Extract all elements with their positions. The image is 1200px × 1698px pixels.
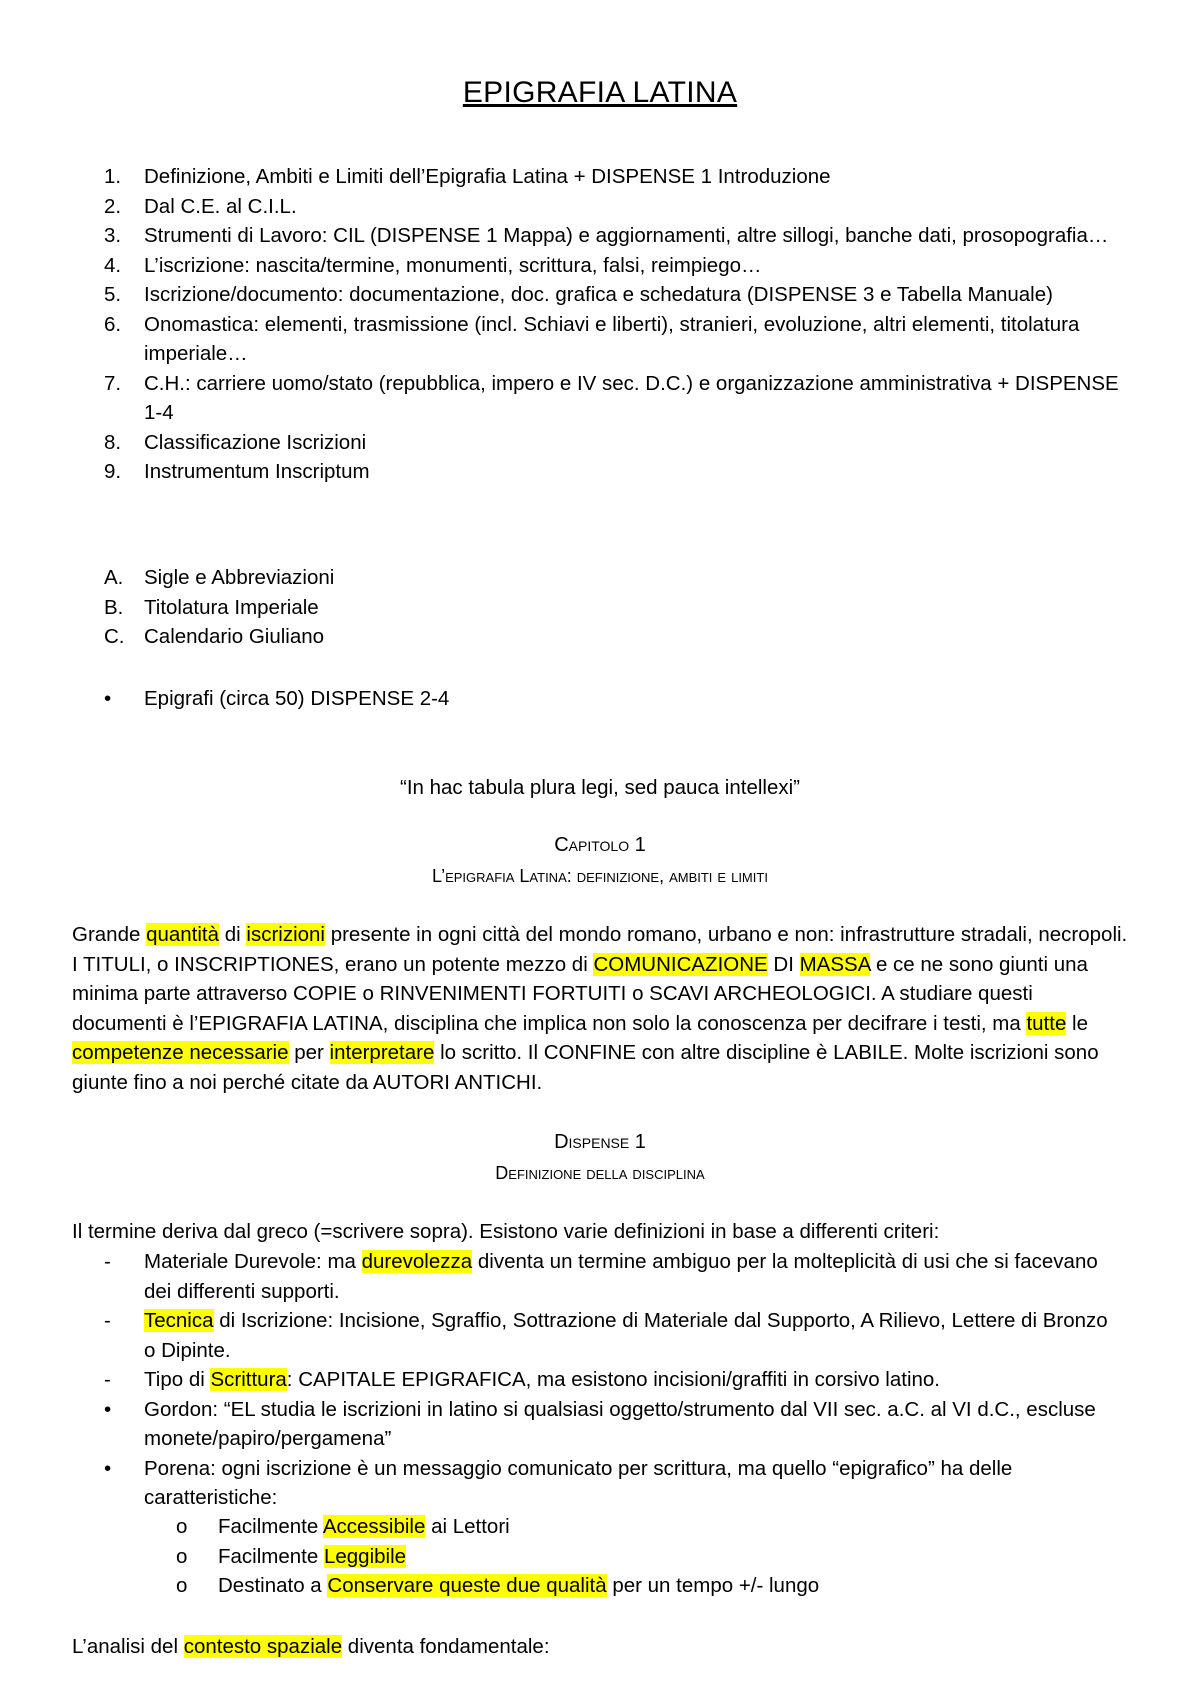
list-item: 6. Onomastica: elementi, trasmissione (incl. Schiavi e liberti), stranieri, evoluzione, altri elementi, titolatura imperiale… [104, 312, 1080, 365]
highlight: durevolezza [361, 1250, 473, 1273]
list-item: • Gordon: “EL studia le iscrizioni in latino si qualsiasi oggetto/strumento dal VII sec. a.C. al VI d.C., escluse monete/papiro/pergamena” [104, 1395, 1124, 1454]
chapter-subtitle: L’epigrafia Latina: definizione, ambiti e limiti [432, 866, 768, 886]
list-item: o Facilmente Accessibile ai Lettori [176, 1512, 1076, 1542]
list-item: - Tipo di Scrittura: CAPITALE EPIGRAFICA, ma esistono incisioni/graffiti in corsivo latino. [104, 1365, 1124, 1395]
list-item: • Epigrafi (circa 50) DISPENSE 2-4 [104, 684, 1124, 714]
circle-bullet-icon: o [176, 1515, 188, 1538]
bullet-icon: • [104, 1456, 112, 1480]
document-title: EPIGRAFIA LATINA [462, 76, 738, 109]
list-item: 8. Classificazione Iscrizioni [104, 430, 367, 454]
list-item: o Facilmente Leggibile [176, 1542, 1076, 1572]
list-item: 4. L’iscrizione: nascita/termine, monumenti, scrittura, falsi, reimpiego… [104, 253, 762, 277]
highlight: Leggibile [323, 1544, 407, 1568]
highlight: tutte [1026, 1011, 1067, 1035]
appendix-list [104, 563, 1124, 652]
highlight: quantità [146, 923, 220, 946]
spatial-context-line: L’analisi del contesto spaziale diventa fondamentale: [72, 1635, 550, 1658]
dash-marker: - [104, 1309, 111, 1332]
list-item: o Destinato a Conservare queste due qualità per un tempo +/- lungo [176, 1571, 1076, 1601]
list-item: - Tecnica di Iscrizione: Incisione, Sgraffio, Sottrazione di Materiale dal Supporto, A Rilievo, Lettere di Bronzo o Dipinte. [104, 1306, 1124, 1365]
circle-bullet-icon: o [176, 1574, 188, 1597]
circle-bullet-icon: o [176, 1544, 188, 1568]
list-item: • Porena: ogni iscrizione è un messaggio comunicato per scrittura, ma quello “epigrafico” ha delle caratteristiche: [104, 1454, 1124, 1513]
chapter-label: Capitolo 1 [554, 834, 646, 856]
characteristics-list [176, 1512, 1076, 1601]
definition-intro: Il termine deriva dal greco (=scrivere sopra). Esistono varie definizioni in base a differenti criteri: [72, 1220, 940, 1243]
highlight: interpretare [329, 1041, 435, 1064]
highlight: Scrittura [210, 1368, 287, 1391]
dispense-subtitle: Definizione della disciplina [495, 1163, 705, 1183]
highlight: Accessibile [322, 1515, 426, 1538]
list-item: 9. Instrumentum Inscriptum [104, 460, 370, 483]
list-item: 2. Dal C.E. al C.I.L. [104, 194, 297, 218]
highlight: Tecnica [144, 1309, 214, 1332]
list-item: 1. Definizione, Ambiti e Limiti dell’Epigrafia Latina + DISPENSE 1 Introduzione [104, 165, 831, 188]
dash-marker: - [104, 1250, 111, 1273]
list-item: - Materiale Durevole: ma durevolezza diventa un termine ambiguo per la molteplicità di usi che si facevano dei differenti supporti. [104, 1247, 1124, 1306]
highlight: COMUNICAZIONE [593, 952, 768, 976]
highlight: MASSA [799, 952, 871, 976]
intro-paragraph: Grande quantità di iscrizioni presente in ogni città del mondo romano, urbano e non: infrastrutture stradali, necropoli. I TITULI, o INSCRIPTIONES, erano un potente mezzo di COMUNICAZIONE DI MASSA e ce ne sono giunti una minima parte attraverso COPIE o RINVENIMENTI FORTUITI o SCAVI ARCHEOLOGICI. A studiare questi documenti è l’EPIGRAFIA LATINA, disciplina che implica non solo la conoscenza per decifrare i testi, ma tutte le competenze necessarie per interpretare lo scritto. Il CONFINE con altre discipline è LABILE. Molte iscrizioni sono giunte fino a noi perché citate da AUTORI ANTICHI. [72, 923, 1128, 1094]
epigrafi-bullet [104, 684, 1124, 714]
dash-marker: - [104, 1368, 111, 1391]
list-item: C. Calendario Giuliano [104, 625, 325, 648]
list-item: 5. Iscrizione/documento: documentazione, doc. grafica e schedatura (DISPENSE 3 e Tabella Manuale) [104, 283, 1053, 306]
dispense-label: Dispense 1 [554, 1131, 646, 1153]
bullet-icon: • [104, 687, 112, 710]
highlight: Conservare queste due qualità [327, 1574, 607, 1597]
highlight: competenze necessarie [72, 1041, 289, 1064]
highlight: contesto spaziale [183, 1635, 343, 1658]
list-item: A. Sigle e Abbreviazioni [104, 566, 335, 589]
motto-quote: “In hac tabula plura legi, sed pauca intellexi” [400, 776, 800, 799]
list-item: 7. C.H.: carriere uomo/stato (repubblica, impero e IV sec. D.C.) e organizzazione amministrativa + DISPENSE 1-4 [104, 371, 1119, 424]
highlight: iscrizioni [246, 923, 325, 946]
criteria-list [104, 1247, 1124, 1513]
list-item: B. Titolatura Imperiale [104, 595, 319, 619]
bullet-icon: • [104, 1397, 112, 1421]
list-item: 3. Strumenti di Lavoro: CIL (DISPENSE 1 Mappa) e aggiornamenti, altre sillogi, banche dati, prosopografia… [104, 224, 1109, 247]
contents-list [104, 162, 1124, 487]
